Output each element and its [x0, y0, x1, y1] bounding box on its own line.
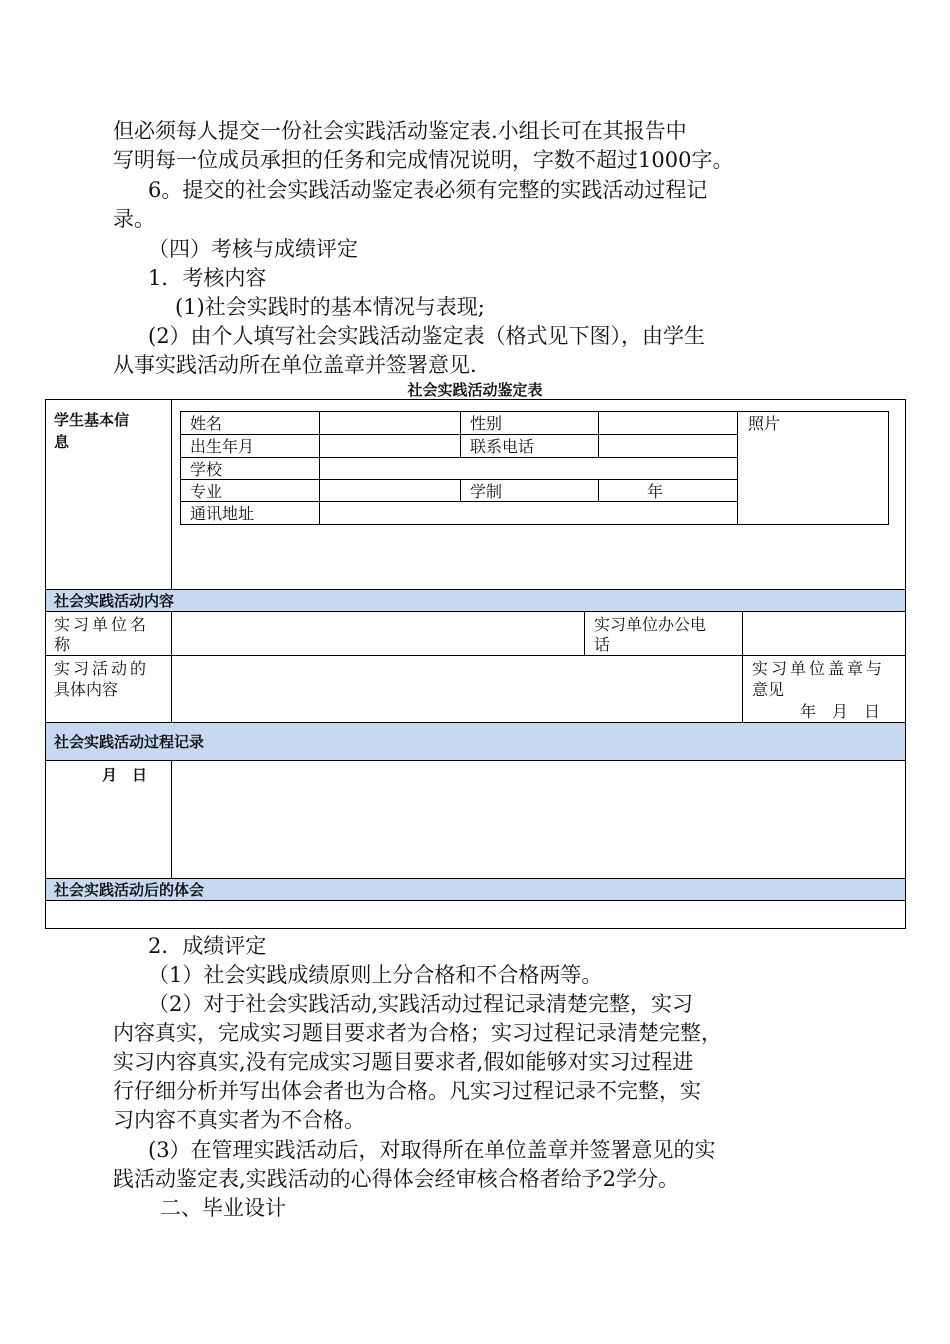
- table-border: [742, 611, 743, 722]
- text-line: （2）对于社会实践活动,实践活动过程记录清楚完整，实习: [148, 992, 694, 1016]
- text-line: 行仔细分析并写出体会者也为合格。凡实习过程记录不完整，实: [113, 1079, 701, 1103]
- text-line: (2）由个人填写社会实践活动鉴定表（格式见下图），由学生: [148, 324, 706, 348]
- grid-border: [888, 411, 889, 525]
- field-major-label: 专业: [190, 482, 223, 501]
- sub-heading: 1．考核内容: [148, 266, 267, 290]
- grid-border: [180, 411, 181, 525]
- section-heading: 二、毕业设计: [160, 1196, 286, 1220]
- field-duration-label: 学制: [470, 482, 503, 501]
- table-border: [171, 611, 172, 722]
- text-line: 但必须每人提交一份社会实践活动鉴定表.小组长可在其报告中: [113, 119, 687, 143]
- table-border: [171, 760, 172, 878]
- date-ymd: 年 月 日: [800, 702, 881, 721]
- unit-name-label: 称: [54, 635, 71, 654]
- table-border: [45, 589, 906, 590]
- field-name-label: 姓名: [190, 414, 223, 433]
- text-line: （1）社会实践成绩原则上分合格和不合格两等。: [148, 963, 603, 987]
- text-line: 从事实践活动所在单位盖章并签署意见.: [113, 353, 477, 377]
- unit-phone-label: 话: [594, 635, 611, 654]
- activity-content-label: 实习活动的: [54, 659, 150, 678]
- grid-border: [598, 411, 599, 457]
- text-line: (1)社会实践时的基本情况与表现;: [175, 295, 485, 319]
- form-caption: 社会实践活动鉴定表: [407, 381, 543, 399]
- table-border: [45, 760, 906, 761]
- text-line: 6。提交的社会实践活动鉴定表必须有完整的实践活动过程记: [148, 178, 708, 202]
- grid-border: [180, 411, 889, 412]
- unit-stamp-label: 实习单位盖章与: [752, 659, 886, 678]
- section-title-activity: 社会实践活动内容: [54, 592, 175, 610]
- field-year-unit: 年: [647, 482, 664, 501]
- field-address-label: 通讯地址: [190, 504, 255, 523]
- grid-border: [460, 479, 461, 502]
- section-title-reflection: 社会实践活动后的体会: [54, 881, 205, 899]
- grid-border: [319, 411, 320, 525]
- table-border: [905, 399, 906, 929]
- table-border: [45, 399, 906, 400]
- text-line: 实习内容真实,没有完成实习题目要求者,假如能够对实习过程进: [113, 1050, 694, 1074]
- unit-name-label: 实习单位名: [54, 615, 150, 634]
- student-info-label: 学生基本信: [54, 411, 130, 429]
- section-band: [46, 589, 905, 611]
- text-line: 践活动鉴定表,实践活动的心得体会经审核合格者给予2学分。: [113, 1167, 680, 1191]
- grid-border: [598, 479, 599, 502]
- table-border: [45, 878, 906, 879]
- section-heading: （四）考核与成绩评定: [148, 237, 358, 261]
- grid-border: [460, 411, 461, 457]
- text-line: (3）在管理实践活动后，对取得所在单位盖章并签署意见的实: [148, 1138, 716, 1162]
- table-border: [584, 611, 585, 655]
- grid-border: [180, 479, 738, 480]
- table-border: [45, 399, 46, 929]
- table-border: [45, 611, 906, 612]
- table-border: [45, 900, 906, 901]
- field-photo-label: 照片: [748, 414, 781, 433]
- text-line: 内容真实，完成实习题目要求者为合格；实习过程记录清楚完整，: [113, 1021, 722, 1045]
- field-gender-label: 性别: [470, 414, 503, 433]
- grid-border: [180, 524, 889, 525]
- unit-phone-label: 实习单位办公电: [594, 615, 707, 634]
- grid-border: [180, 457, 738, 458]
- activity-content-label: 具体内容: [54, 680, 119, 699]
- grid-border: [737, 411, 738, 525]
- unit-stamp-label: 意见: [752, 680, 785, 699]
- section-title-process: 社会实践活动过程记录: [54, 733, 205, 751]
- text-line: 习内容不真实者为不合格。: [113, 1108, 365, 1132]
- field-phone-label: 联系电话: [470, 437, 535, 456]
- month-day-label: 月 日: [102, 766, 148, 784]
- table-border: [45, 655, 906, 656]
- text-line: 写明每一位成员承担的任务和完成情况说明，字数不超过1000字。: [113, 148, 734, 172]
- table-border: [45, 722, 906, 723]
- field-birth-label: 出生年月: [190, 437, 255, 456]
- table-border: [171, 399, 172, 589]
- text-line: 录。: [113, 207, 155, 231]
- grid-border: [180, 434, 738, 435]
- field-school-label: 学校: [190, 460, 223, 479]
- sub-heading: 2．成绩评定: [148, 934, 267, 958]
- student-info-label: 息: [54, 433, 70, 451]
- table-border: [45, 928, 906, 929]
